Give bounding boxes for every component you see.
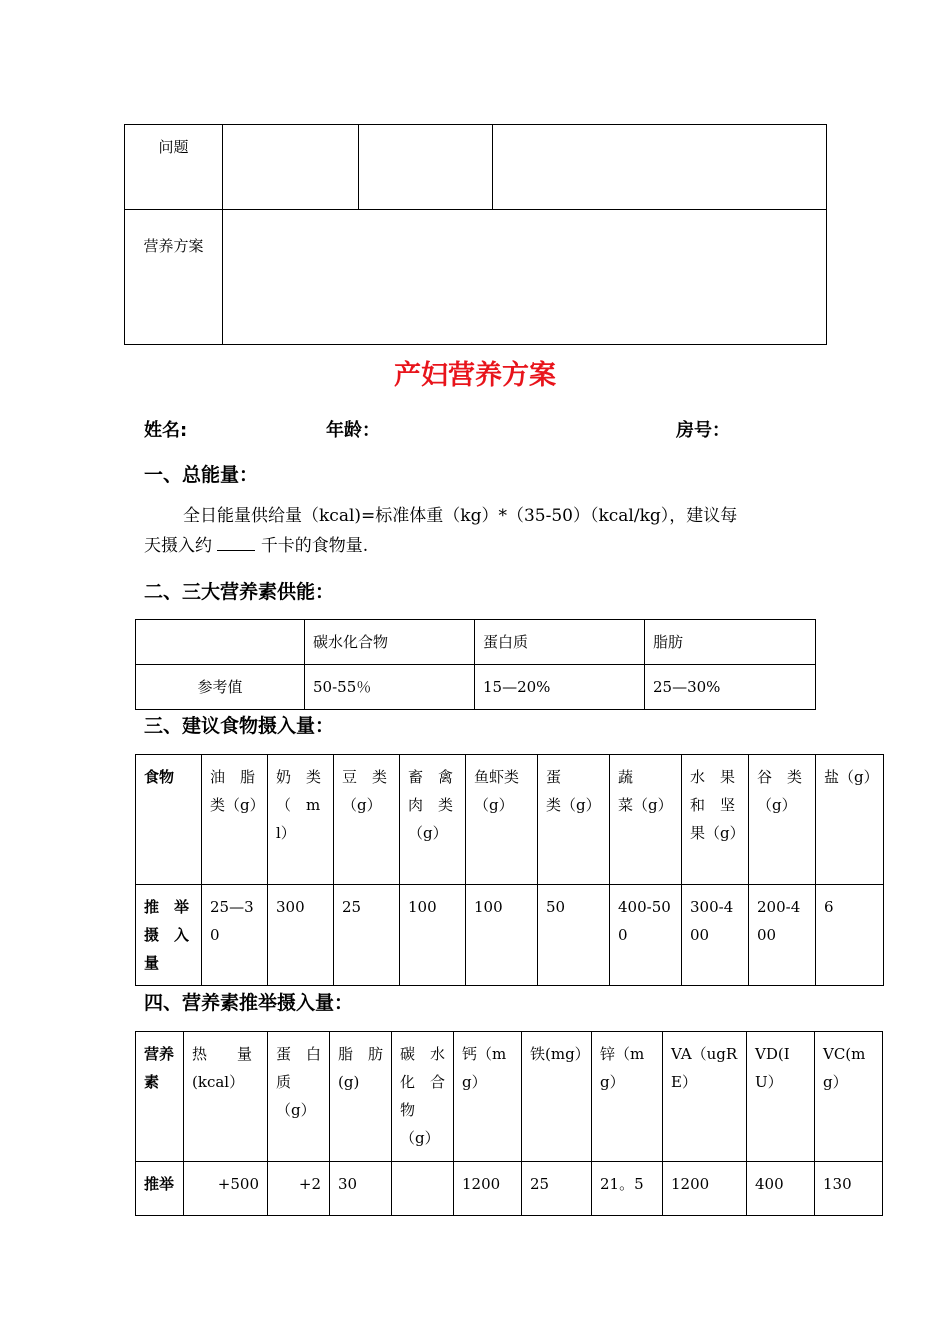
nutrient-amount-vd: 400	[747, 1162, 815, 1216]
amount-beans: 25	[334, 885, 400, 986]
nutrient-amount-vc: 130	[815, 1162, 883, 1216]
problem-cell-1[interactable]	[223, 125, 359, 210]
problem-label: 问题	[125, 125, 223, 210]
age-label: 年龄：	[326, 420, 380, 441]
food-fish: 鱼虾类（g）	[466, 755, 538, 885]
food-milk: 奶 类（ ml）	[268, 755, 334, 885]
nutrient-zinc: 锌（mg）	[592, 1032, 663, 1162]
macro-value-protein: 15—20%	[475, 665, 645, 710]
nutrient-iron: 铁(mg）	[522, 1032, 592, 1162]
nutrient-amount-protein: +2	[268, 1162, 330, 1216]
nutrient-amount-iron: 25	[522, 1162, 592, 1216]
nutrition-plan-label: 营养方案	[125, 210, 223, 345]
section4-heading: 四、营养素推举摄入量：	[144, 992, 354, 1014]
problem-cell-3[interactable]	[493, 125, 827, 210]
macro-value-fat: 25—30%	[645, 665, 816, 710]
nutrient-carbs: 碳 水化 合物（g）	[392, 1032, 454, 1162]
food-beans: 豆 类（g）	[334, 755, 400, 885]
food-row-label: 食物	[136, 755, 202, 885]
food-intake-table	[135, 754, 884, 986]
macro-header-carbs: 碳水化合物	[305, 620, 475, 665]
amount-egg: 50	[538, 885, 610, 986]
nutrient-row-label: 营养素	[136, 1032, 184, 1162]
nutrient-amount-calcium: 1200	[454, 1162, 522, 1216]
section1-text-line1: 全日能量供给量（kcal)=标准体重（kg）*（35-50）（kcal/kg），建议每	[183, 506, 738, 526]
top-table	[124, 124, 827, 345]
amount-grains: 200-400	[749, 885, 816, 986]
food-oil: 油 脂类（g）	[202, 755, 268, 885]
nutrient-vc: VC(mg）	[815, 1032, 883, 1162]
nutrient-amount-zinc: 21。5	[592, 1162, 663, 1216]
section1-heading: 一、总能量：	[144, 464, 259, 486]
macro-header-protein: 蛋白质	[475, 620, 645, 665]
section1-text-a: 天摄入约	[144, 536, 212, 556]
name-label: 姓名:	[144, 420, 188, 441]
food-fruit-nuts: 水 果和 坚果（g）	[682, 755, 749, 885]
food-salt: 盐（g）	[816, 755, 884, 885]
section3-heading: 三、建议食物摄入量：	[144, 715, 335, 737]
section1-text-line2	[144, 531, 368, 561]
amount-salt: 6	[816, 885, 884, 986]
nutrient-fat: 脂 肪(g)	[330, 1032, 392, 1162]
section2-heading: 二、三大营养素供能：	[144, 581, 335, 603]
nutrient-protein: 蛋 白质（g）	[268, 1032, 330, 1162]
nutrient-va: VA（ugRE）	[663, 1032, 747, 1162]
amount-fruit-nuts: 300-400	[682, 885, 749, 986]
calorie-blank[interactable]	[217, 532, 255, 551]
nutrient-vd: VD(IU）	[747, 1032, 815, 1162]
problem-cell-2[interactable]	[359, 125, 493, 210]
nutrient-amount-va: 1200	[663, 1162, 747, 1216]
food-grains: 谷 类（g）	[749, 755, 816, 885]
macronutrient-table	[135, 619, 816, 710]
food-vegetables: 蔬 菜（g）	[610, 755, 682, 885]
nutrition-plan-cell[interactable]	[223, 210, 827, 345]
amount-oil: 25—30	[202, 885, 268, 986]
amount-fish: 100	[466, 885, 538, 986]
nutrient-energy: 热 量(kcal）	[184, 1032, 268, 1162]
nutrient-amount-carbs	[392, 1162, 454, 1216]
nutrient-amount-fat: 30	[330, 1162, 392, 1216]
amount-meat: 100	[400, 885, 466, 986]
macro-header-fat: 脂肪	[645, 620, 816, 665]
amount-vegetables: 400-500	[610, 885, 682, 986]
section1-text-b: 千卡的食物量.	[260, 536, 369, 556]
room-label: 房号：	[676, 420, 730, 441]
page-title: 产妇营养方案	[394, 360, 556, 391]
food-egg: 蛋 类（g）	[538, 755, 610, 885]
nutrient-amount-label: 推举	[136, 1162, 184, 1216]
nutrient-intake-table	[135, 1031, 883, 1216]
food-amount-label: 推 举摄 入量	[136, 885, 202, 986]
macro-row-label: 参考值	[136, 665, 305, 710]
macro-value-carbs: 50-55％	[305, 665, 475, 710]
food-meat: 畜 禽肉 类（g）	[400, 755, 466, 885]
nutrient-calcium: 钙（mg）	[454, 1032, 522, 1162]
nutrient-amount-energy: +500	[184, 1162, 268, 1216]
macro-header-empty	[136, 620, 305, 665]
amount-milk: 300	[268, 885, 334, 986]
